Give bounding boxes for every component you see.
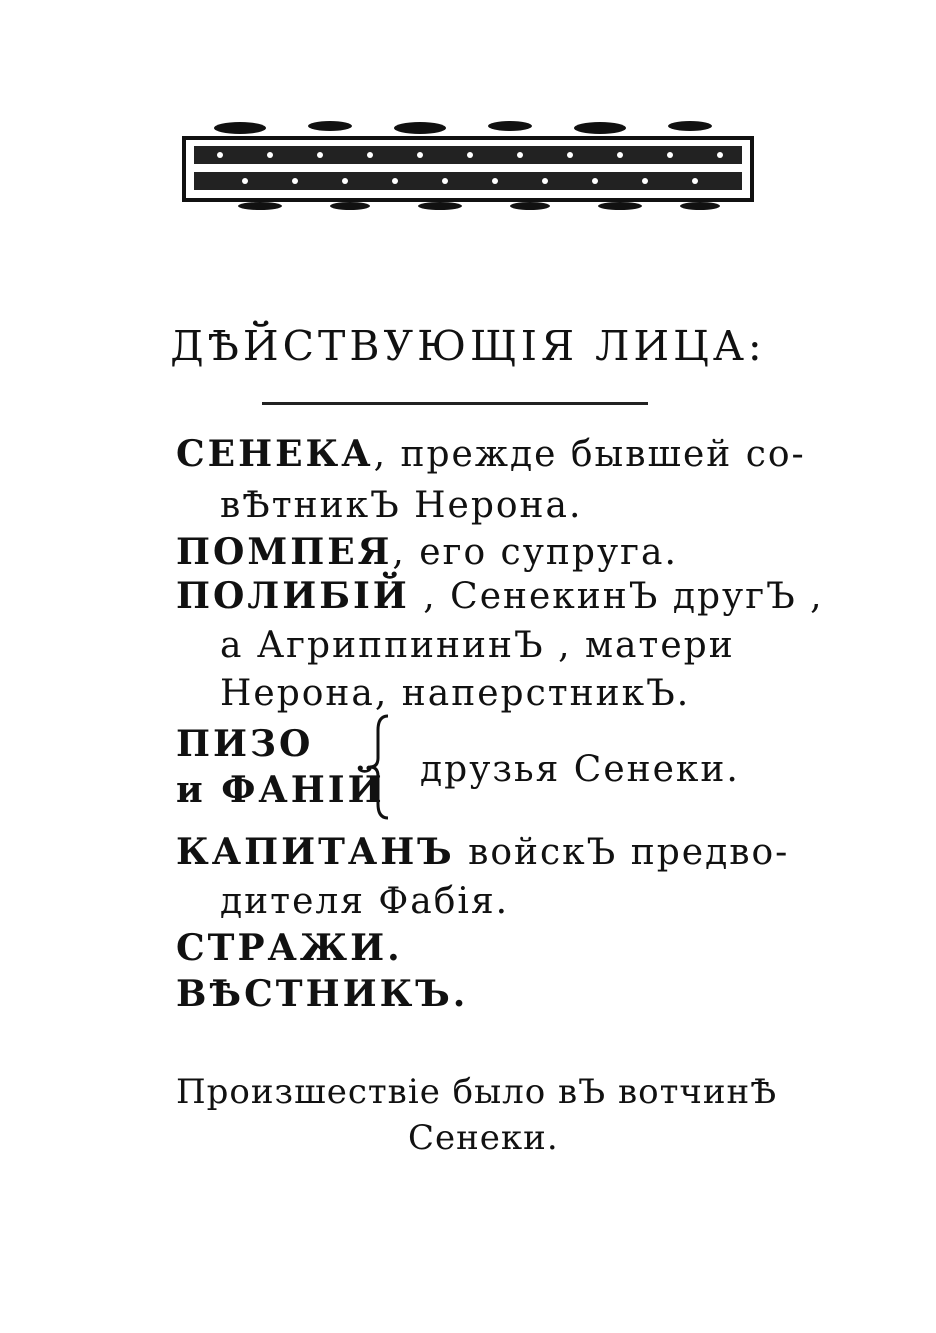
character-name: СЕНЕКА xyxy=(176,433,374,475)
character-desc-cont: дителя Фабія. xyxy=(220,881,510,922)
character-desc-cont: вѢтникЪ Нерона. xyxy=(220,485,583,526)
ornament-headpiece xyxy=(180,118,758,210)
brace xyxy=(366,712,396,822)
character-desc-cont: Нерона, наперстникЪ. xyxy=(220,673,691,714)
setting-note-cont: Сенеки. xyxy=(408,1118,559,1158)
character-name: ПОЛИБІЙ xyxy=(176,575,410,617)
heading: ДѢЙСТВУЮЩІЯ ЛИЦА: xyxy=(170,322,766,370)
character-piso: ПИЗО xyxy=(176,723,314,765)
character-desc: , СенекинЪ другЪ , xyxy=(409,576,824,617)
character-desc-cont: а АгриппининЪ , матери xyxy=(220,625,735,666)
character-seneca xyxy=(176,433,806,475)
character-pompeia xyxy=(176,531,678,573)
character-desc: , прежде бывшей со- xyxy=(373,434,806,475)
character-name: КАПИТАНЪ xyxy=(176,831,455,873)
character-guards: СТРАЖИ. xyxy=(176,927,403,969)
setting-note: Произшествіе было вЪ вотчинѢ xyxy=(176,1072,778,1112)
group-desc: друзья Сенеки. xyxy=(420,749,740,790)
heading-rule xyxy=(262,402,648,405)
character-captain xyxy=(176,831,790,873)
character-fanius: и ФАНІЙ xyxy=(176,769,385,811)
character-name: ПОМПЕЯ xyxy=(176,531,393,573)
character-desc: войскЪ предво- xyxy=(454,832,790,873)
character-messenger: ВѢСТНИКЪ. xyxy=(176,973,469,1015)
character-desc: , его супруга. xyxy=(392,532,678,573)
character-polybius xyxy=(176,575,824,617)
